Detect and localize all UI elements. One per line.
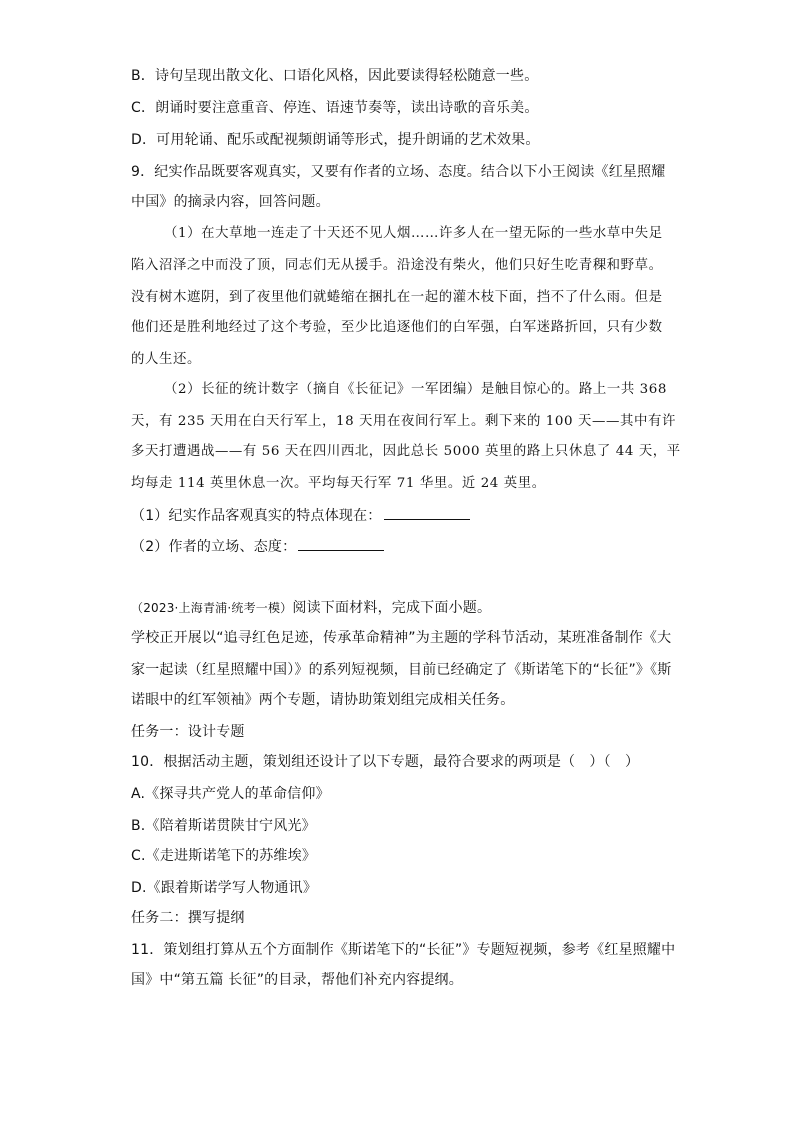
task-2-heading: 任务二：撰写提纲: [131, 910, 245, 926]
excerpt-1-line-1: （1）在大草地一连走了十天还不见人烟……许多人在一望无际的一些水草中失足: [164, 226, 663, 241]
option-b-text: B．诗句呈现出散文化、口语化风格，因此要读得轻松随意一些。: [131, 68, 539, 84]
source-tag: （2023·上海青浦·统考一模）: [131, 601, 293, 615]
answer-1-line: [131, 505, 470, 526]
answer-1-blank[interactable]: [384, 505, 470, 520]
option-c-text: C．朗诵时要注意重音、停连、语速节奏等，读出诗歌的音乐美。: [131, 100, 539, 116]
option-d-text: D．可用轮诵、配乐或配视频朗诵等形式，提升朗诵的艺术效果。: [131, 132, 540, 148]
question-9-line-1: 9．纪实作品既要客观真实，又要有作者的立场、态度。结合以下小王阅读《红星照耀: [131, 164, 666, 180]
question-11-line-2: 国》中“第五篇 长征”的目录，帮他们补充内容提纲。: [131, 972, 463, 988]
question-9-line-2: 中国》的摘录内容，回答问题。: [131, 194, 330, 210]
excerpt-1-line-3: 没有树木遮阴，到了夜里他们就蜷缩在捆扎在一起的灌木枝下面，挡不了什么雨。但是: [131, 290, 663, 305]
answer-2-blank[interactable]: [298, 536, 384, 551]
excerpt-1-line-4: 他们还是胜利地经过了这个考验，至少比追逐他们的白军强，白军迷路折回，只有少数: [131, 320, 663, 335]
question-10-option-d: D.《跟着斯诺学写人物通讯》: [131, 880, 318, 896]
question-10-option-b: B.《陪着斯诺贯陕甘宁风光》: [131, 818, 316, 834]
question-10-option-a: A.《探寻共产党人的革命信仰》: [131, 786, 330, 802]
answer-2-prompt: （2）作者的立场、态度：: [131, 539, 297, 555]
material-line-3: 诺眼中的红军领袖》两个专题，请协助策划组完成相关任务。: [131, 692, 515, 708]
excerpt-2-line-1: （2）长征的统计数字（摘自《长征记》一军团编）是触目惊心的。路上一共 368: [164, 382, 668, 397]
excerpt-1-line-5: 的人生还。: [131, 352, 201, 367]
question-11-line-1: 11．策划组打算从五个方面制作《斯诺笔下的“长征”》专题短视频，参考《红星照耀中: [131, 942, 676, 958]
task-1-heading: 任务一：设计专题: [131, 724, 245, 740]
excerpt-2-line-4: 均每走 114 英里休息一次。平均每天行军 71 华里。近 24 英里。: [131, 476, 546, 491]
answer-2-line: [131, 536, 384, 557]
source-instruction: 阅读下面材料，完成下面小题。: [292, 600, 492, 616]
excerpt-2-line-3: 多天打遭遇战——有 56 天在四川西北，因此总长 5000 英里的路上只休息了 44 天，平: [131, 444, 681, 459]
excerpt-1-line-2: 陷入沼泽之中而没了顶，同志们无从援手。沿途没有柴火，他们只好生吃青稞和野草。: [131, 258, 663, 273]
question-10-option-c: C.《走进斯诺笔下的苏维埃》: [131, 848, 317, 864]
material-line-2: 家一起读（红星照耀中国）》的系列短视频，目前已经确定了《斯诺笔下的“长征”》《斯: [131, 662, 672, 678]
answer-1-prompt: （1）纪实作品客观真实的特点体现在：: [131, 508, 382, 524]
material-line-1: 学校正开展以“追寻红色足迹，传承革命精神”为主题的学科节活动，某班准备制作《大: [131, 630, 672, 646]
excerpt-2-line-2: 天，有 235 天用在白天行军上，18 天用在夜间行军上。剩下来的 100 天——其中有许: [131, 414, 676, 429]
source-line: [131, 598, 491, 618]
question-10: 10．根据活动主题，策划组还设计了以下专题，最符合要求的两项是（ ）（ ）: [131, 754, 640, 770]
